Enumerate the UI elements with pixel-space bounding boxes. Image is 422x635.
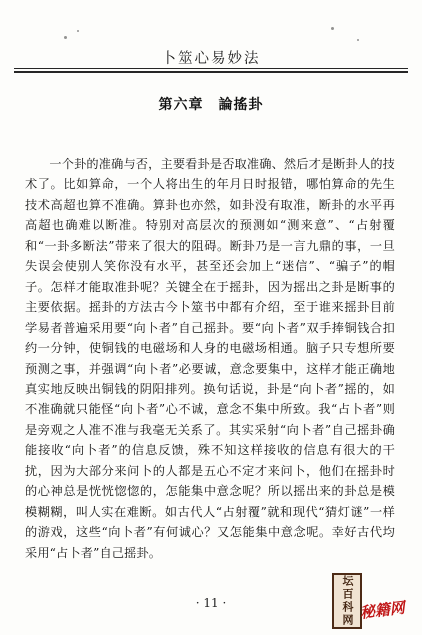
header-rule-thick	[14, 71, 408, 73]
watermark-logo: 秘籍网	[358, 598, 406, 622]
paragraph: 一个卦的准确与否，主要看卦是否取准确、然后才是断卦人的技术了。比如算命，一个人将出生的年月日时报错，哪怕算命的先生技术高超也算不准确。算卦也亦然，如卦没有取准，断卦的水平再高超也确难以断准。特别对高层次的预测如“测来意”、“占射覆和“一卦多断法”带来了很大的阻碍。断卦乃是一言九鼎的事，一旦失误会使别人笑你没有水平，甚至还会加上“迷信”、“骗子”的帽子。怎样才能取准卦呢？关键全在于摇卦，因为摇出之卦是断事的主要依据。摇卦的方法古今卜筮书中都有介绍，至于谁来摇卦目前学易者普遍采用要“向卜者”自己摇卦。要“向卜者”双手捧铜钱合扣约一分钟，使铜钱的电磁场和人身的电磁场相通。脑子只专想所要预测之事，并强调“向卜者”必要诚，意念要集中，这样才能正确地真实地反映出铜钱的阴阳排列。换句话说，卦是“向卜者”摇的，如不准确就只能怪“向卜者”心不诚，意念不集中所致。我“占卜者”则是旁观之人准不准与我毫无关系了。其实采射“向卜者”自己摇卦确能接收“向卜者”的信息反馈，殊不知这样接收的信息有很大的干扰，因为大部分来问卜的人都是五心不定才来问卜，他们在摇卦时的心神总是恍恍惚惚的，怎能集中意念呢？所以摇出来的卦总是模模糊糊，叫人实在难断。如古代人“占射覆”就和现代“猜灯谜”一样的游戏，这些“向卜者”有何诚心？又怎能集中意念呢。幸好古代均采用“占卜者”自己摇卦。	[25, 157, 396, 560]
site-stamp-logo	[332, 573, 362, 629]
header-rule-thin	[14, 68, 408, 69]
scan-speckle	[64, 36, 67, 39]
chapter-title: 第六章 論搖卦	[158, 97, 264, 113]
stamp-text: 坛百科网	[341, 575, 354, 627]
scan-speckle	[77, 30, 79, 32]
page-number: · 11 ·	[195, 596, 227, 610]
scan-speckle	[331, 27, 334, 30]
scan-speckle	[357, 39, 359, 41]
running-header: 卜筮心易妙法	[161, 51, 261, 67]
body-text	[25, 154, 395, 563]
